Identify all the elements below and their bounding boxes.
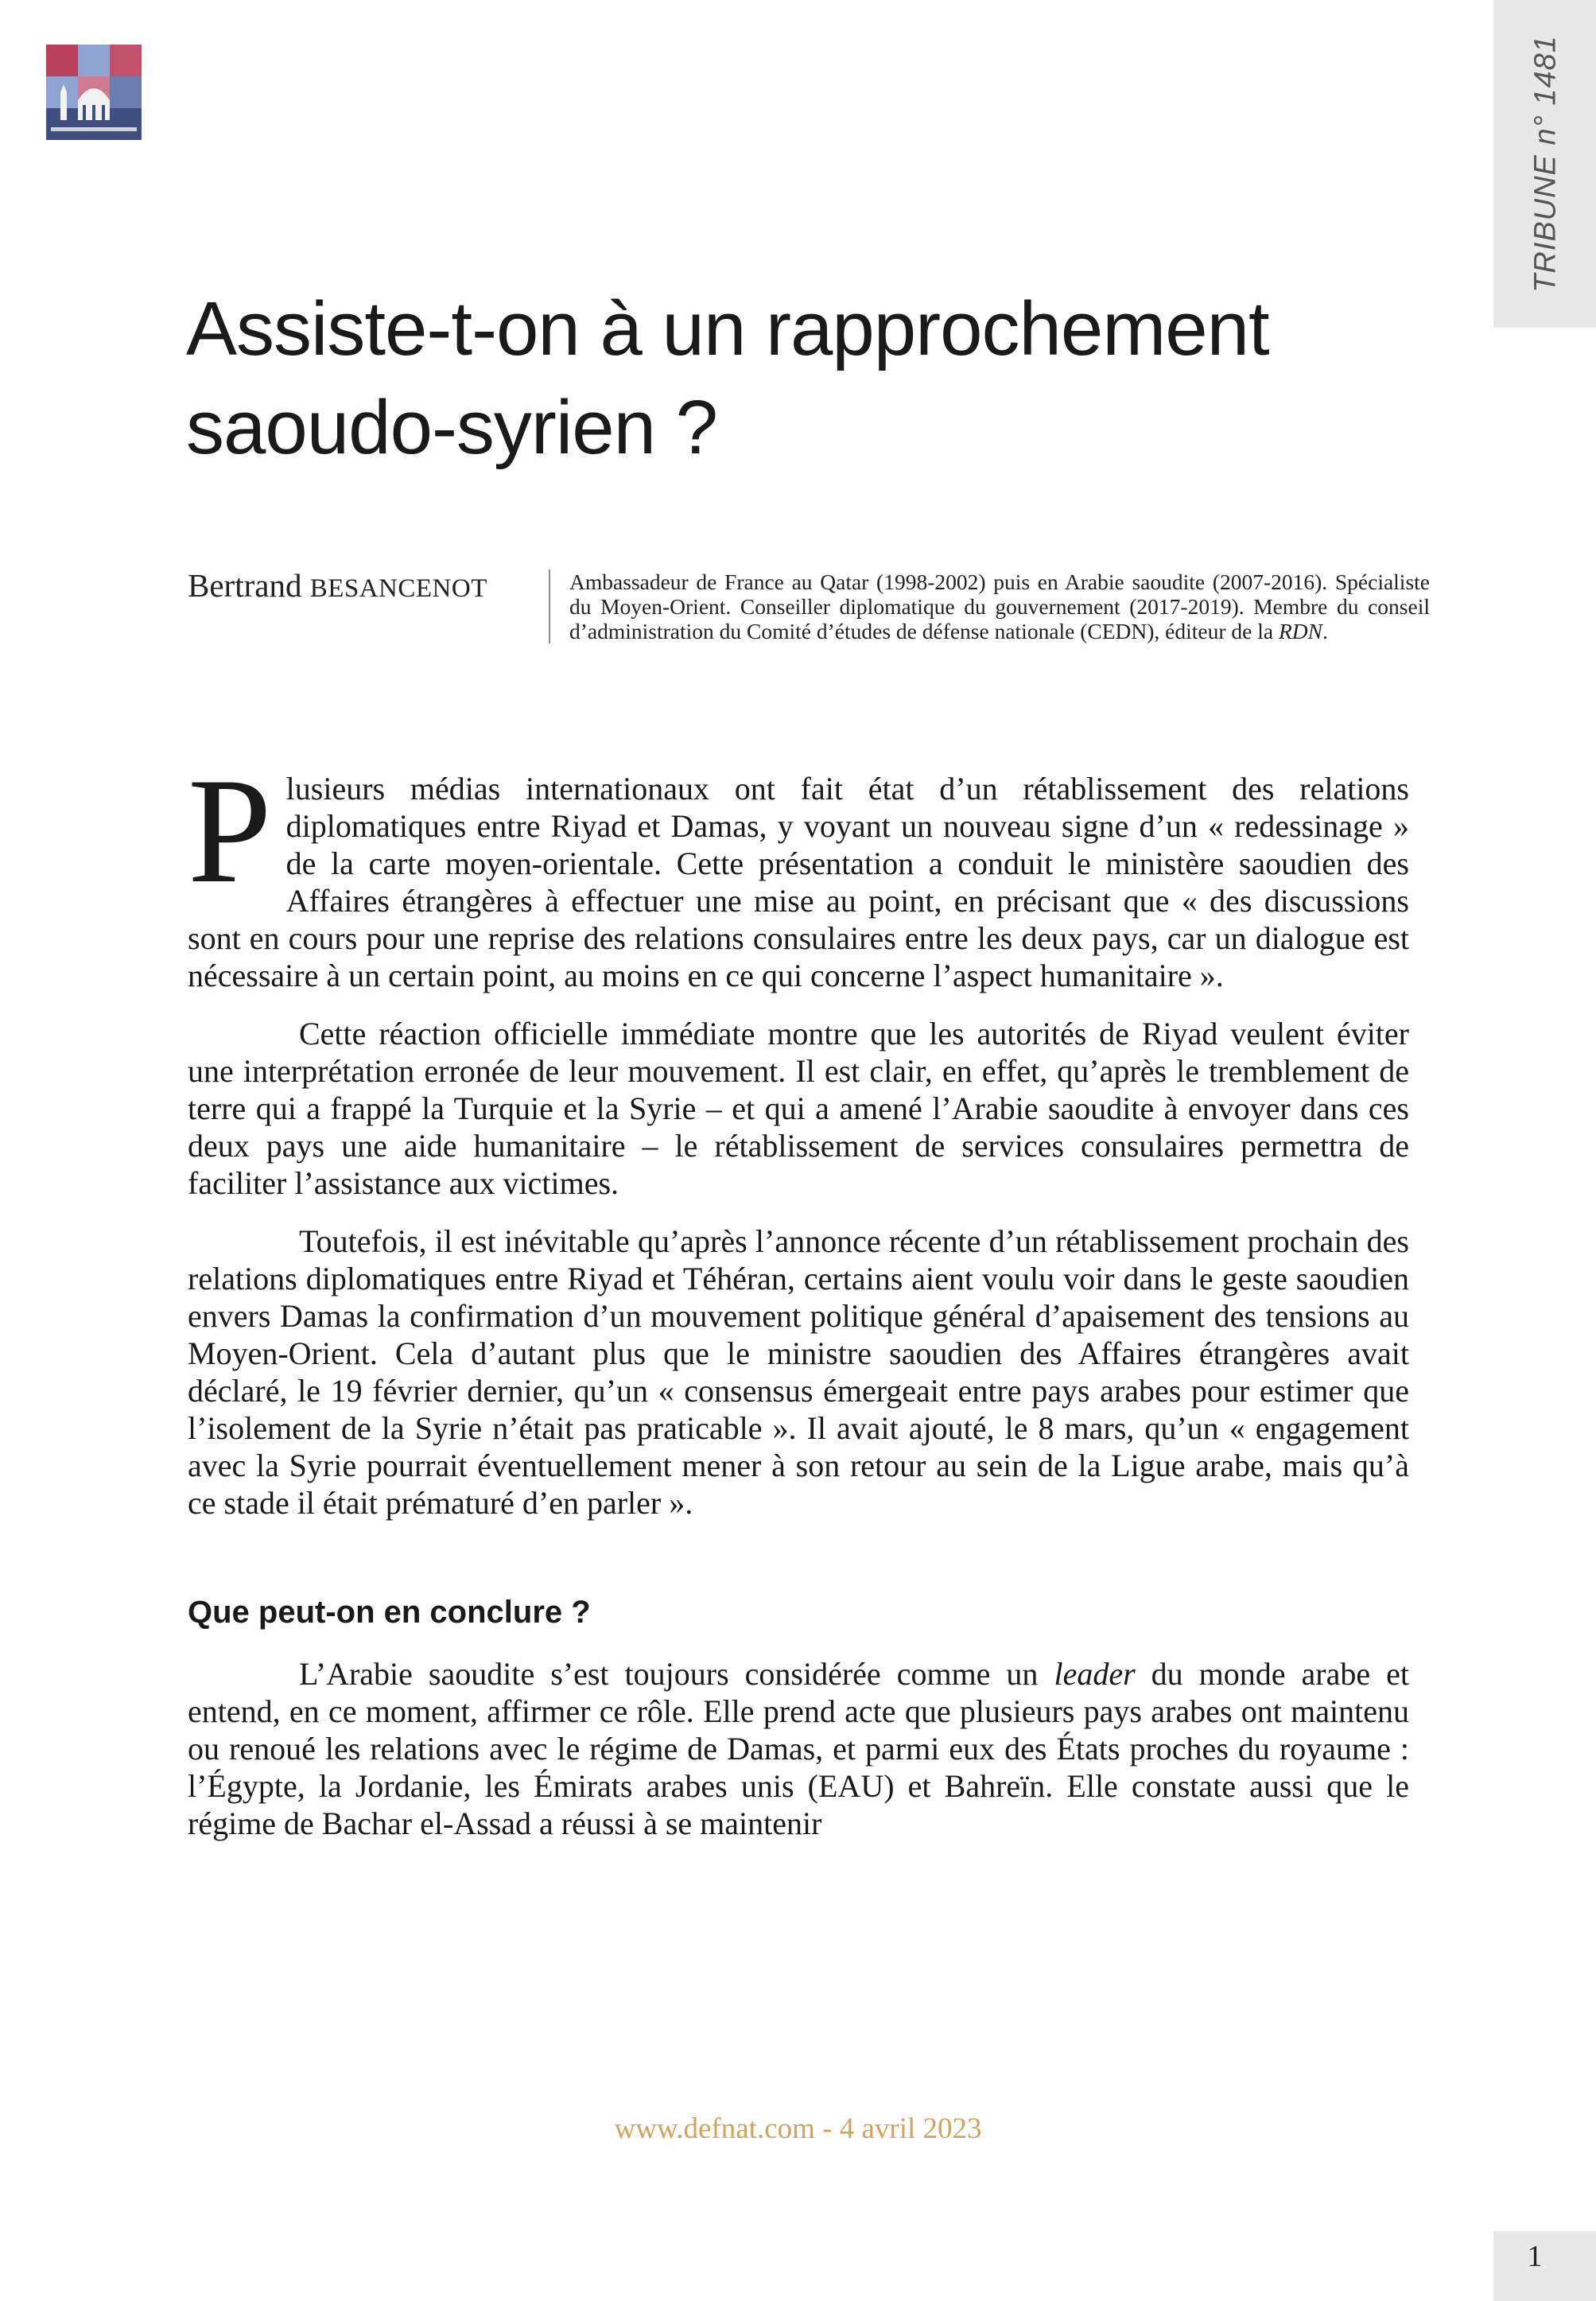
author-bio-text: Ambassadeur de France au Qatar (1998-2002) puis en Arabie saoudite (2007-2016). Spécialiste du Moyen-Orient. Conseiller diplomatique du gouvernement (2017-2019). Membre du conseil d’administration du Comité d’études de défense nationale (CEDN), éditeur de la	[569, 569, 1430, 643]
paragraph-2: Cette réaction officielle immédiate montre que les autorités de Riyad veulent éviter une interprétation erronée de leur mouvement. Il est clair, en effet, qu’après le tremblement de terre qui a frappé la Turquie et la Syrie – et qui a amené l’Arabie saoudite à envoyer dans ces deux pays une aide humanitaire – le rétablissement de services consulaires permettra de faciliter l’assistance aux victimes.	[188, 1016, 1409, 1201]
section-heading: Que peut-on en conclure ?	[188, 1595, 591, 1630]
paragraph-1-text: lusieurs médias internationaux ont fait état d’un rétablissement des relations diplomatiques entre Riyad et Damas, y voyant un nouveau signe d’un « redessinage » de la carte moyen-orientale. Cette présentation a conduit le ministère saoudien des Affaires étrangères à effectuer une mise au point, en précisant que « des discussions sont en cours pour une reprise des relations consulaires entre les deux pays, car un dialogue est nécessaire à un certain point, au moins en ce qui concerne l’aspect humanitaire ».	[188, 771, 1409, 993]
author-bio-rdn: RDN	[1278, 619, 1322, 643]
author-bio-end: .	[1322, 619, 1328, 643]
article-title: Assiste-t-on à un rapprochement saoudo-syrien ?	[186, 286, 1269, 470]
author-bio	[549, 569, 1430, 643]
paragraph-4-leader: leader	[1054, 1656, 1136, 1692]
drop-cap: P	[188, 748, 272, 915]
page-number: 1	[1527, 2240, 1543, 2273]
paragraph-4-end: du monde arabe et entend, en ce moment, affirmer ce rôle. Elle prend acte que plusieurs pays arabes ont maintenu ou renoué les relations avec le régime de Damas, et parmi eux des États proches du royaume : l’Égypte, la Jordanie, les Émirats arabes unis (EAU) et Bahreïn. Elle constate aussi que le régime de Bachar el-Assad a réussi à se maintenir	[188, 1656, 1409, 1841]
article-body	[188, 748, 1409, 1863]
footer-url-date[interactable]: www.defnat.com - 4 avril 2023	[614, 2112, 982, 2145]
paragraph-4-start: L’Arabie saoudite s’est toujours considérée comme un	[299, 1656, 1054, 1692]
author-last-name: BESANCENOT	[309, 574, 487, 603]
author-name	[188, 566, 487, 604]
publisher-logo	[46, 45, 142, 140]
paragraph-3: Toutefois, il est inévitable qu’après l’annonce récente d’un rétablissement prochain des relations diplomatiques entre Riyad et Téhéran, certains aient voulu voir dans le geste saoudien envers Damas la confirmation d’un mouvement politique général d’apaisement des tensions au Moyen-Orient. Cela d’autant plus que le ministre saoudien des Affaires étrangères avait déclaré, le 19 février dernier, qu’un « consensus émergeait entre pays arabes pour estimer que l’isolement de la Syrie n’était pas praticable ». Il avait ajouté, le 8 mars, qu’un « engagement avec la Syrie pourrait éventuellement mener à son retour au sein de la Ligue arabe, mais qu’à ce stade il était prématuré d’en parler ».	[188, 1223, 1409, 1521]
paragraph-4	[188, 1655, 1409, 1842]
paragraph-1	[188, 748, 1409, 994]
author-first-name: Bertrand	[188, 567, 302, 604]
tribune-number-label: TRIBUNE n° 1481	[1528, 35, 1563, 293]
